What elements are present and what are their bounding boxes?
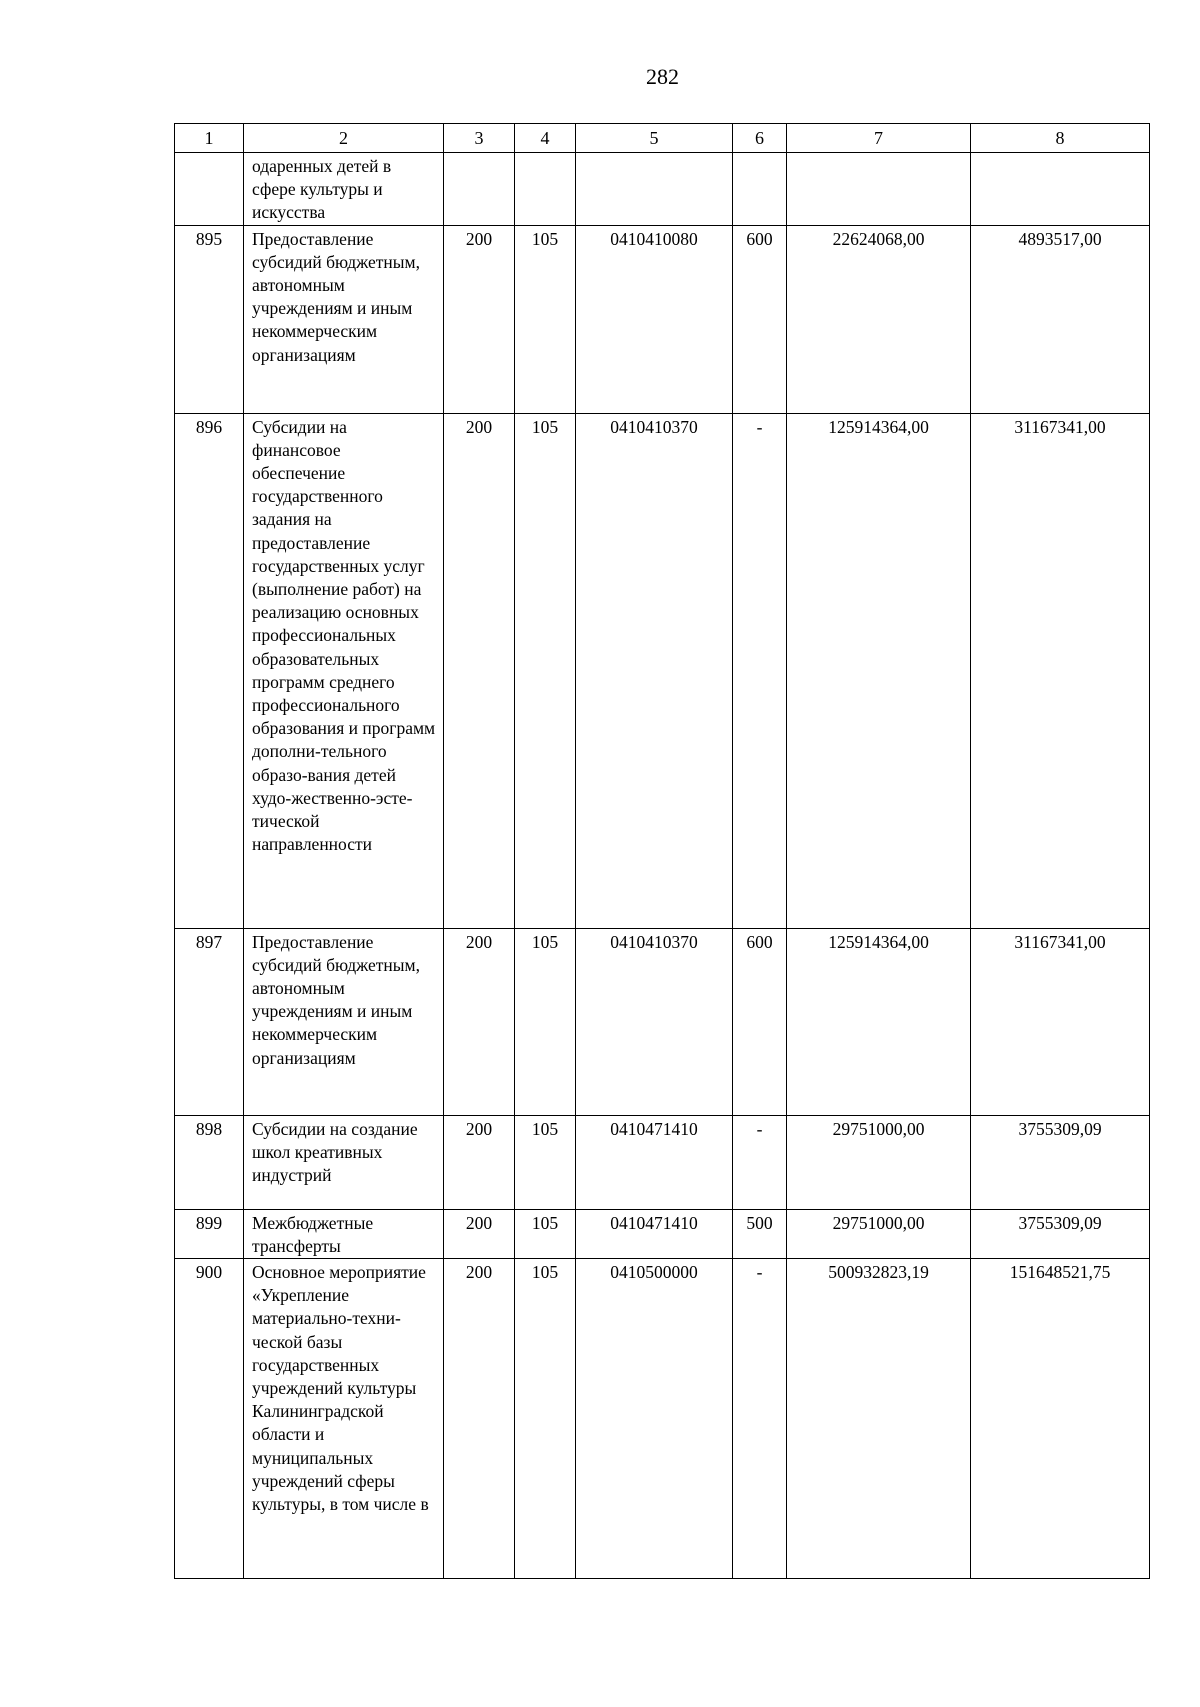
cell-col6: -	[733, 413, 787, 928]
cell-col7: 125914364,00	[787, 413, 971, 928]
table-row	[175, 225, 1150, 413]
cell-col7: 22624068,00	[787, 225, 971, 413]
cell-col5: 0410471410	[576, 1209, 733, 1258]
row-description: Субсидии на финансовое обеспечение государственного задания на предоставление государственных услуг (выполнение работ) на реализацию основных профессиональных образовательных программ среднего профессионального образования и программ дополни-тельного образо-вания детей худо-жественно-эсте-тической направленности	[244, 413, 444, 928]
column-header: 2	[244, 124, 444, 153]
table-row	[175, 153, 1150, 226]
cell-col3: 200	[444, 1115, 515, 1209]
cell-col4	[515, 153, 576, 226]
column-header: 7	[787, 124, 971, 153]
cell-col3: 200	[444, 1259, 515, 1579]
cell-col5	[576, 153, 733, 226]
row-description: Субсидии на создание школ креативных индустрий	[244, 1115, 444, 1209]
cell-col5: 0410500000	[576, 1259, 733, 1579]
cell-col6: 500	[733, 1209, 787, 1258]
cell-col8: 151648521,75	[971, 1259, 1150, 1579]
table-row	[175, 928, 1150, 1115]
column-header: 6	[733, 124, 787, 153]
row-description: Основное мероприятие «Укрепление материально-техни-ческой базы государственных учреждений культуры Калининградской области и муниципальных учреждений сферы культуры, в том числе в	[244, 1259, 444, 1579]
cell-col4: 105	[515, 413, 576, 928]
cell-col6: -	[733, 1259, 787, 1579]
cell-col3	[444, 153, 515, 226]
row-number: 897	[175, 928, 244, 1115]
cell-col7: 29751000,00	[787, 1209, 971, 1258]
cell-col3: 200	[444, 225, 515, 413]
column-header: 4	[515, 124, 576, 153]
cell-col8: 3755309,09	[971, 1115, 1150, 1209]
cell-col4: 105	[515, 1209, 576, 1258]
table-row	[175, 1259, 1150, 1579]
table-header-row	[175, 124, 1150, 153]
cell-col6: -	[733, 1115, 787, 1209]
cell-col5: 0410471410	[576, 1115, 733, 1209]
column-header: 8	[971, 124, 1150, 153]
cell-col8: 4893517,00	[971, 225, 1150, 413]
cell-col6: 600	[733, 928, 787, 1115]
row-description: одаренных детей в сфере культуры и искусства	[244, 153, 444, 226]
cell-col7	[787, 153, 971, 226]
cell-col6: 600	[733, 225, 787, 413]
budget-table	[174, 123, 1150, 1579]
row-number	[175, 153, 244, 226]
column-header: 3	[444, 124, 515, 153]
cell-col8: 31167341,00	[971, 413, 1150, 928]
cell-col3: 200	[444, 928, 515, 1115]
page-number: 282	[646, 64, 679, 89]
table-row	[175, 413, 1150, 928]
row-description: Предоставление субсидий бюджетным, автономным учреждениям и иным некоммерческим организациям	[244, 928, 444, 1115]
cell-col8	[971, 153, 1150, 226]
row-number: 900	[175, 1259, 244, 1579]
cell-col4: 105	[515, 225, 576, 413]
cell-col5: 0410410080	[576, 225, 733, 413]
row-number: 896	[175, 413, 244, 928]
table-row	[175, 1209, 1150, 1258]
cell-col7: 500932823,19	[787, 1259, 971, 1579]
cell-col6	[733, 153, 787, 226]
row-description: Межбюджетные трансферты	[244, 1209, 444, 1258]
row-description: Предоставление субсидий бюджетным, автономным учреждениям и иным некоммерческим организациям	[244, 225, 444, 413]
column-header: 1	[175, 124, 244, 153]
cell-col5: 0410410370	[576, 413, 733, 928]
row-number: 898	[175, 1115, 244, 1209]
cell-col4: 105	[515, 928, 576, 1115]
cell-col3: 200	[444, 1209, 515, 1258]
cell-col3: 200	[444, 413, 515, 928]
column-header: 5	[576, 124, 733, 153]
row-number: 899	[175, 1209, 244, 1258]
cell-col8: 31167341,00	[971, 928, 1150, 1115]
cell-col4: 105	[515, 1115, 576, 1209]
cell-col4: 105	[515, 1259, 576, 1579]
cell-col8: 3755309,09	[971, 1209, 1150, 1258]
cell-col7: 29751000,00	[787, 1115, 971, 1209]
cell-col7: 125914364,00	[787, 928, 971, 1115]
table-row	[175, 1115, 1150, 1209]
row-number: 895	[175, 225, 244, 413]
cell-col5: 0410410370	[576, 928, 733, 1115]
